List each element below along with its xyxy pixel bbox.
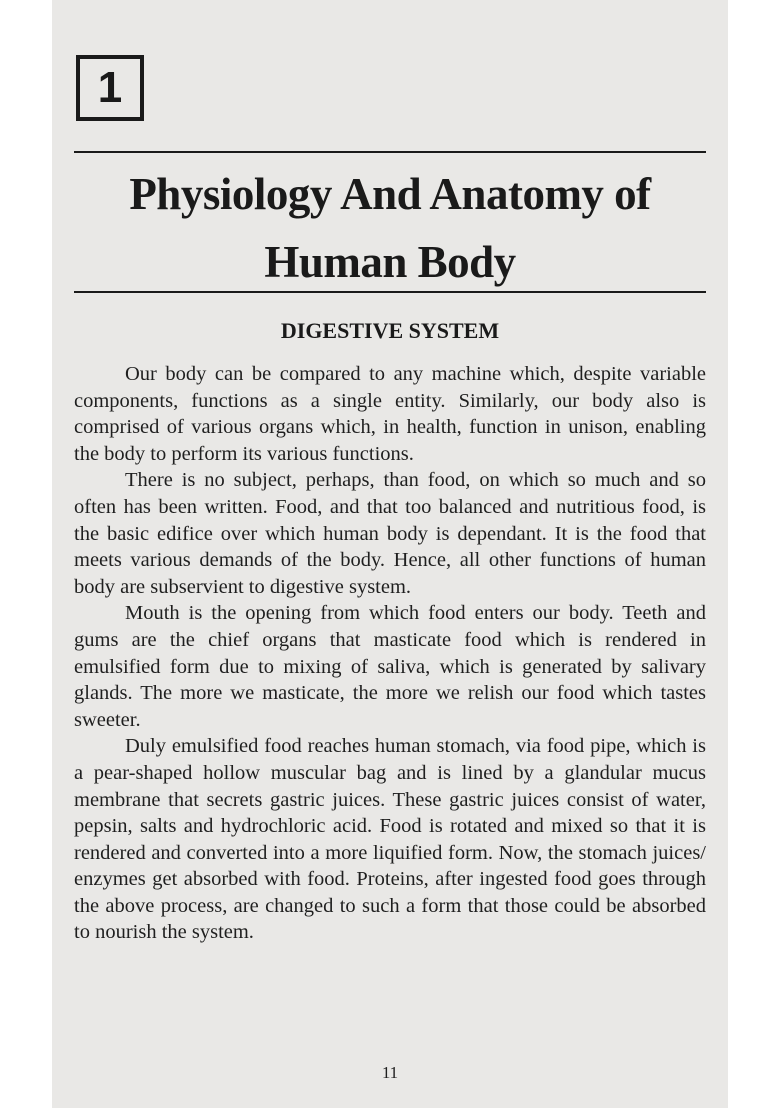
paragraph-1: Our body can be compared to any machine which, despite variable components, functions as a single entity. Similarly, our body also is comprised of various organs which, in health, function in unison, enabling the body to perform its various functions. <box>74 363 706 465</box>
book-page <box>52 0 728 1108</box>
paragraph-4: Duly emulsified food reaches human stomach, via food pipe, which is a pear-shaped hollow muscular bag and is lined by a glandular mucus membrane that secrets gastric juices. These gastric juices consist of water, pepsin, salts and hydrochloric acid. Food is rotated and mixed so that it is rendered and converted into a more liquified form. Now, the stomach juices/ enzymes get absorbed with food. Proteins, after ingested food goes through the above process, are changed to such a form that those could be absorbed to nourish the system. <box>74 735 706 944</box>
chapter-title-line-2: Human Body <box>264 237 516 287</box>
body-text <box>74 361 706 946</box>
chapter-number-box <box>76 55 144 121</box>
chapter-title-line-1: Physiology And Anatomy of <box>129 169 651 219</box>
section-heading: DIGESTIVE SYSTEM <box>280 318 500 343</box>
paragraph-2: There is no subject, perhaps, than food, on which so much and so often has been written. Food, and that too balanced and nutritious food, is the basic edifice over which human body is dependant. It is the food that meets various demands of the body. Hence, all other functions of human body are subservient to digestive system. <box>74 469 706 598</box>
chapter-title <box>74 160 706 296</box>
page-number: 11 <box>381 1063 399 1082</box>
paragraph-3: Mouth is the opening from which food enters our body. Teeth and gums are the chief organs that masticate food which is rendered in emulsified form due to mixing of saliva, which is generated by salivary glands. The more we masticate, the more we relish our food which tastes sweeter. <box>74 602 706 731</box>
chapter-number: 1 <box>97 63 123 112</box>
title-top-rule <box>74 151 706 153</box>
title-bottom-rule <box>74 291 706 293</box>
